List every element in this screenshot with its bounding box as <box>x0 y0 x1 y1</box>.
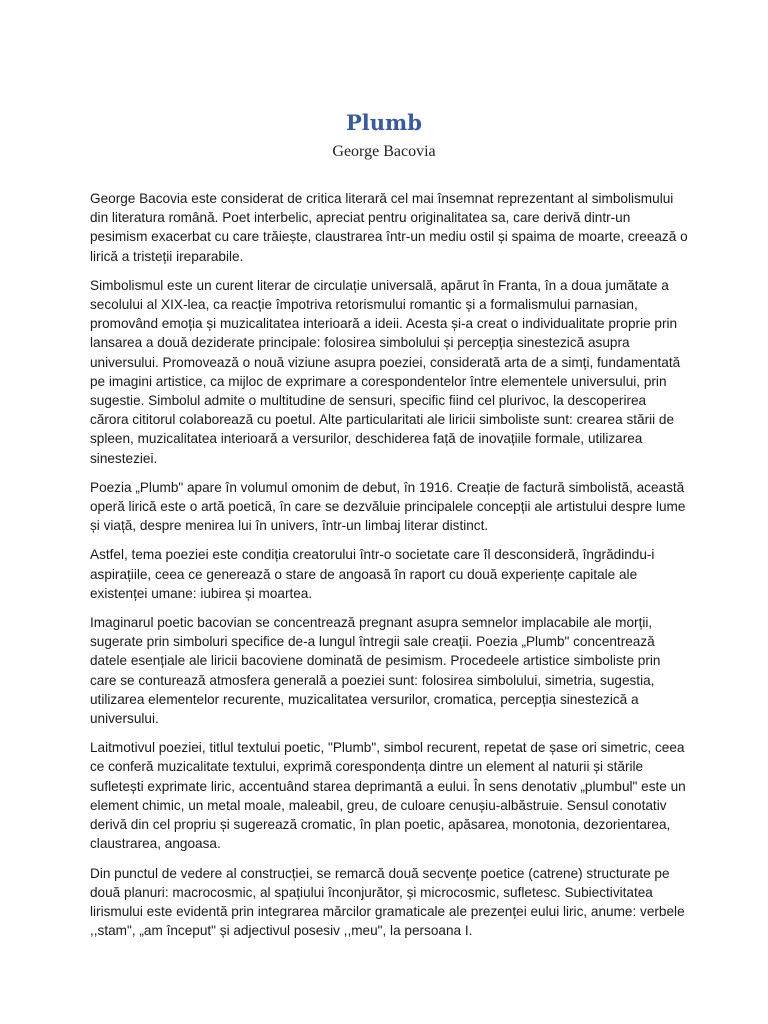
paragraph-5: Imaginarul poetic bacovian se concentrează pregnant asupra semnelor implacabile ale morții, sugerate prin simboluri specifice de-a lungul întregii sale creații. Poezia „Plumb" concentrează datele esențiale ale liricii bacoviene dominată de pesimism. Procedeele artistice simboliste prin care se conturează atmosfera generală a poeziei sunt: folosirea simbolului, simetria, sugestia, utilizarea elementelor recurente, muzicalitatea versurilor, cromatica, percepția sinestezică a universului. <box>90 615 661 727</box>
page-title: Plumb <box>346 110 422 135</box>
paragraph-7: Din punctul de vedere al construcției, se remarcă două secvențe poetice (catrene) structurate pe două planuri: macrocosmic, al spațiului înconjurător, și microcosmic, sufletesc. Subiectivitatea lirismului este evidentă prin integrarea mărcilor gramaticale ale prezenței eului liric, anume: verbele ,,stam", „am început" și adjectivul posesiv ,,meu", la persoana I. <box>90 865 685 939</box>
paragraph-2: Simbolismul este un curent literar de circulație universală, apărut în Franta, în a doua jumătate a secolului al XIX-lea, ca reacție împotriva retorismului romantic și a formalismului parnasian, promovând emoția și muzicalitatea interioară a ideii. Acesta și-a creat o individualitate proprie prin lansarea a două deziderate principale: folosirea simbolului și percepția sinestezică asupra universului. Promovează o nouă viziune asupra poeziei, considerată arta de a simți, fundamentată pe imagini artistice, ca mijloc de exprimare a corespondentelor între elementele universului, prin sugestie. Simbolul admite o multitudine de sensuri, specific fiind cel plurivoc, la descoperirea cărora cititorul colaborează cu poetul. Alte particularitati ale liricii simboliste sunt: crearea stării de spleen, muzicalitatea interioară a versurilor, deschiderea față de inovațiile formale, utilizarea sinesteziei. <box>90 277 681 466</box>
paragraph-6: Laitmotivul poeziei, titlul textului poetic, "Plumb", simbol recurent, repetat de șase ori simetric, ceea ce conferă muzicalitate textului, exprimă corespondența dintre un element al naturii și stările sufletești exprimate liric, accentuând starea deprimantă a eului. În sens denotativ „plumbul" este un element chimic, un metal moale, maleabil, greu, de culoare cenușiu-albăstruie. Sensul conotativ derivă din cel propriu și sugerează cromatic, în plan poetic, apăsarea, monotonia, dezorientarea, claustrarea, angoasa. <box>90 740 686 852</box>
author-name: George Bacovia <box>332 143 436 160</box>
paragraph-1: George Bacovia este considerat de critica literară cel mai însemnat reprezentant al simbolismului din literatura română. Poet interbelic, apreciat pentru originalitatea sa, care derivă dintr-un pesimism exacerbat cu care trăiește, claustrarea într-un mediu ostil și spaima de moarte, creează o lirică a tristeții ireparabile. <box>90 191 688 264</box>
paragraph-3: Poezia „Plumb" apare în volumul omonim de debut, în 1916. Creație de factură simbolistă, această operă lirică este o artă poetică, în care se dezvăluie principalele concepții ale artistului despre lume și viață, despre menirea lui în univers, într-un limbaj literar distinct. <box>90 479 686 534</box>
paragraph-4: Astfel, tema poeziei este condiția creatorului într-o societate care îl desconsideră, îngrădindu-i aspirațiile, ceea ce generează o stare de angoasă în raport cu două experiențe capitale ale existenței umane: iubirea și moartea. <box>90 547 655 601</box>
document-body <box>90 189 688 950</box>
